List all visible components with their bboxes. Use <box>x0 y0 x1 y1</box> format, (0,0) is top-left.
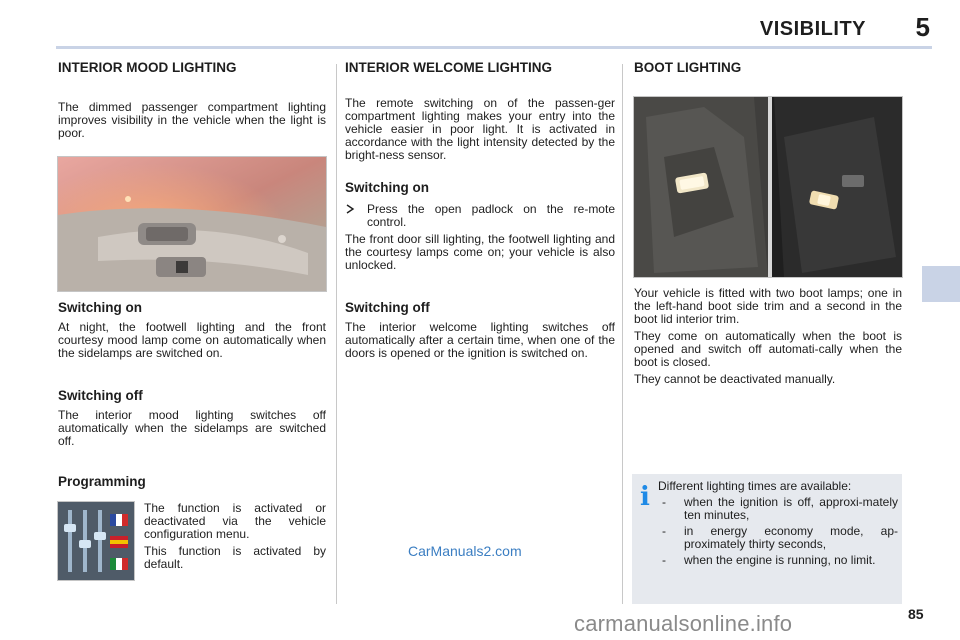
column-divider <box>622 64 623 604</box>
boot-lamps-illustration <box>634 97 902 277</box>
subsection-title: Switching on <box>58 300 142 315</box>
section-title: BOOT LIGHTING <box>634 60 742 75</box>
header-rule <box>56 46 932 49</box>
footer-watermark: carmanualsonline.info <box>574 611 793 636</box>
info-box <box>632 474 902 604</box>
column-mood-lighting <box>58 60 326 140</box>
chapter-number: 5 <box>915 12 930 42</box>
paragraph: Your vehicle is fitted with two boot lamps; one in the left-hand boot side trim and a second in the boot lid interior trim. <box>634 286 902 326</box>
info-icon: i <box>640 482 650 512</box>
list-item <box>658 554 898 567</box>
settings-sliders-icon <box>58 502 134 580</box>
watermark-link[interactable]: CarManuals2.com <box>408 543 522 559</box>
subsection-title: Programming <box>58 474 146 489</box>
paragraph: This function is activated by default. <box>144 544 326 571</box>
programming-text <box>144 502 326 571</box>
mood-lamp-photo <box>57 156 327 292</box>
section-title: INTERIOR WELCOME LIGHTING <box>345 60 552 75</box>
bullet-text: Press the open padlock on the re-mote control. <box>367 202 615 229</box>
instruction-bullet <box>345 203 615 229</box>
paragraph: They cannot be deactivated manually. <box>634 372 836 386</box>
paragraph: The function is activated or deactivated via the vehicle configuration menu. <box>144 501 326 541</box>
subsection-title: Switching off <box>58 388 143 403</box>
configuration-menu-icon <box>57 501 135 581</box>
boot-lighting-text <box>634 287 902 386</box>
mood-lamp-illustration <box>58 157 326 291</box>
list-dash: - <box>662 524 666 538</box>
page-title: VISIBILITY <box>759 18 866 40</box>
boot-lamps-photo <box>633 96 903 278</box>
list-item-text: when the engine is running, no limit. <box>684 553 876 567</box>
info-heading: Different lighting times are available: <box>658 479 852 493</box>
paragraph: The dimmed passenger compartment lighting improves visibility in the vehicle when the light is poor. <box>58 100 326 140</box>
paragraph: The interior mood lighting switches off automatically when the sidelamps are switched off. <box>58 408 326 448</box>
paragraph: The remote switching on of the passen-ger compartment lighting makes your entry into the vehicle easier in poor light. It is activated in accordance with the light intensity detected by the bright-ness sensor. <box>345 96 615 162</box>
list-dash: - <box>662 553 666 567</box>
list-item <box>658 496 898 522</box>
paragraph: They come on automatically when the boot is opened and switch off automati-cally when the boot is closed. <box>634 329 902 369</box>
list-item <box>658 525 898 551</box>
page-number: 85 <box>908 606 924 622</box>
column-divider <box>336 64 337 604</box>
paragraph: The interior welcome lighting switches off automatically after a certain time, when one of the doors is opened or the ignition is switched on. <box>345 320 615 360</box>
chapter-tab <box>922 266 960 302</box>
column-welcome-lighting <box>345 60 615 360</box>
subsection-title: Switching on <box>345 180 429 195</box>
column-boot-lighting <box>634 60 902 75</box>
subsection-title: Switching off <box>345 300 430 315</box>
paragraph: At night, the footwell lighting and the front courtesy mood lamp come on automatically when the sidelamps are switched on. <box>58 320 326 360</box>
paragraph: The front door sill lighting, the footwell lighting and the courtesy lamps come on; your vehicle is also unlocked. <box>345 232 615 272</box>
arrow-bullet-icon <box>345 203 367 229</box>
column-mood-lighting-lower <box>58 300 326 489</box>
list-item-text: when the ignition is off, approxi-mately ten minutes, <box>684 495 898 522</box>
list-item-text: in energy economy mode, ap-proximately thirty seconds, <box>684 524 898 551</box>
info-list <box>658 496 898 570</box>
section-title: INTERIOR MOOD LIGHTING <box>58 60 237 75</box>
list-dash: - <box>662 495 666 509</box>
